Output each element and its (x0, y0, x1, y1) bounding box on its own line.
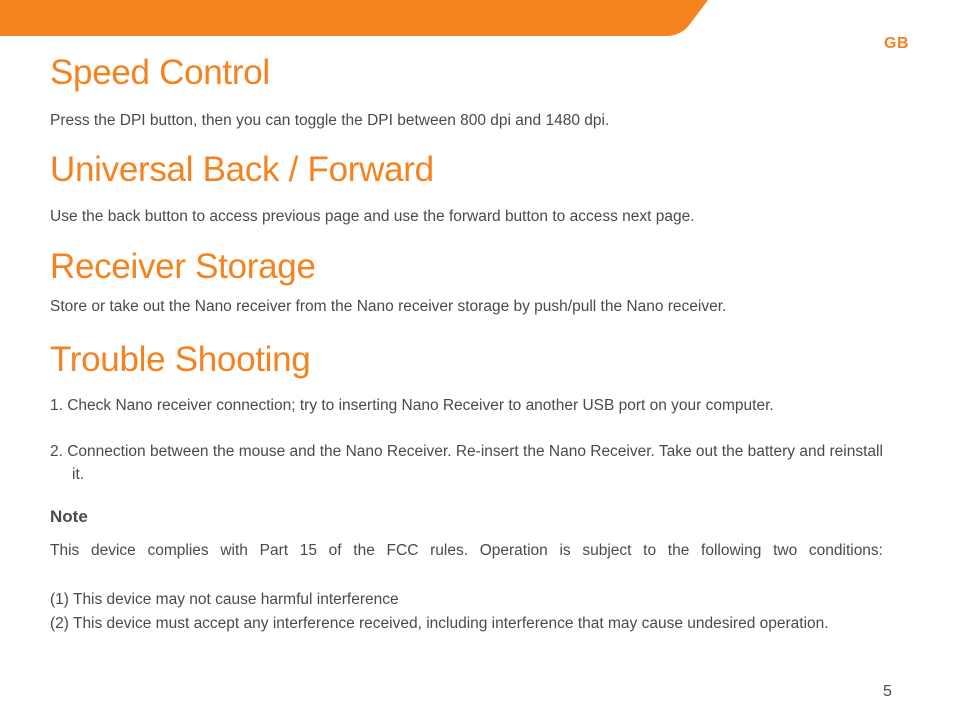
language-code: GB (884, 35, 909, 52)
heading-receiver-storage: Receiver Storage (50, 247, 316, 286)
trouble-shooting-item: 1. Check Nano receiver connection; try to inserting Nano Receiver to another USB port on your computer. (50, 397, 774, 414)
heading-speed-control: Speed Control (50, 53, 270, 92)
heading-universal-back-forward: Universal Back / Forward (50, 150, 434, 189)
paragraph-universal-back-forward: Use the back button to access previous page and use the forward button to access next page. (50, 208, 695, 225)
note-item: (1) This device may not cause harmful interference (50, 591, 399, 608)
note-title: Note (50, 507, 88, 526)
top-banner (0, 0, 954, 36)
page-number: 5 (883, 683, 892, 700)
trouble-shooting-item: 2. Connection between the mouse and the Nano Receiver. Re-insert the Nano Receiver. Take out the battery and reinstall it. (50, 443, 883, 483)
paragraph-receiver-storage: Store or take out the Nano receiver from the Nano receiver storage by push/pull the Nano receiver. (50, 298, 727, 315)
heading-trouble-shooting: Trouble Shooting (50, 340, 311, 379)
banner-shape (0, 0, 708, 36)
note-body: This device complies with Part 15 of the FCC rules. Operation is subject to the following two conditions: (50, 542, 883, 559)
note-item: (2) This device must accept any interference received, including interference that may cause undesired operation. (50, 615, 829, 632)
paragraph-speed-control: Press the DPI button, then you can toggle the DPI between 800 dpi and 1480 dpi. (50, 112, 610, 129)
